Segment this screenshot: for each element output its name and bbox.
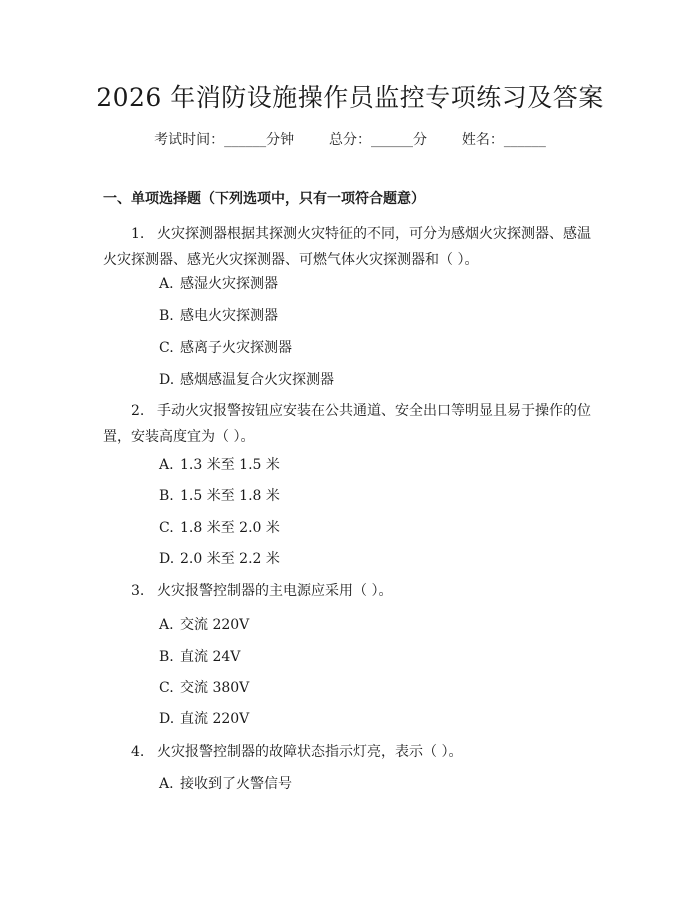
exam-time-label: 考试时间： [154, 132, 225, 148]
question-2-option-d [159, 546, 280, 572]
option-letter: A. [159, 617, 174, 633]
question-4-option-a [159, 771, 292, 797]
question-1-option-d [159, 367, 334, 393]
question-3-option-b [159, 644, 240, 670]
question-number: 3. [131, 583, 145, 599]
question-number: 2. [131, 403, 145, 419]
question-3-option-d [159, 706, 249, 732]
question-2-option-b [159, 483, 280, 509]
question-text: 手动火灾报警按钮应安装在公共通道、安全出口等明显且易于操作的位置，安装高度宜为（ ）。 [103, 403, 591, 445]
option-text: 感湿火灾探测器 [180, 276, 278, 292]
section-heading: 一、单项选择题（下列选项中，只有一项符合题意） [103, 191, 425, 207]
option-letter: C. [159, 680, 174, 696]
question-4 [103, 739, 599, 765]
question-2-option-a [159, 452, 280, 478]
name-blank: ______ [503, 132, 546, 148]
option-text: 2.0 米至 2.2 米 [180, 551, 280, 567]
option-text: 接收到了火警信号 [180, 776, 292, 792]
option-text: 1.3 米至 1.5 米 [180, 457, 280, 473]
question-1-option-b [159, 303, 278, 329]
exam-info-line [0, 128, 700, 152]
document-title: 2026 年消防设施操作员监控专项练习及答案 [96, 83, 604, 112]
option-letter: C. [159, 520, 174, 536]
option-text: 1.8 米至 2.0 米 [180, 520, 280, 536]
option-text: 交流 220V [180, 617, 250, 633]
question-3-option-a [159, 612, 249, 638]
option-letter: A. [159, 457, 174, 473]
option-letter: B. [159, 488, 174, 504]
option-text: 感电火灾探测器 [180, 308, 278, 324]
question-3-option-c [159, 675, 249, 701]
question-3 [103, 578, 599, 604]
question-2-option-c [159, 515, 280, 541]
exam-time-blank: ______ [224, 132, 267, 148]
option-text: 直流 220V [180, 711, 250, 727]
question-number: 4. [131, 744, 145, 760]
question-text: 火灾探测器根据其探测火灾特征的不同，可分为感烟火灾探测器、感温火灾探测器、感光火灾探测器、可燃气体火灾探测器和（ ）。 [103, 226, 591, 268]
exam-time-unit: 分钟 [266, 132, 295, 148]
question-1-option-a [159, 271, 278, 297]
option-letter: B. [159, 649, 174, 665]
question-1 [103, 221, 599, 273]
option-letter: D. [159, 372, 175, 388]
option-text: 交流 380V [180, 680, 250, 696]
option-letter: B. [159, 308, 174, 324]
total-score-unit: 分 [413, 132, 427, 148]
question-1-option-c [159, 335, 292, 361]
option-letter: A. [159, 776, 174, 792]
option-text: 直流 24V [180, 649, 241, 665]
option-text: 感离子火灾探测器 [180, 340, 292, 356]
total-score-label: 总分： [329, 132, 371, 148]
question-2 [103, 398, 599, 450]
option-letter: D. [159, 551, 175, 567]
name-label: 姓名： [461, 132, 504, 148]
option-text: 感烟感温复合火灾探测器 [180, 372, 334, 388]
question-number: 1. [131, 226, 145, 242]
option-letter: C. [159, 340, 174, 356]
total-score-blank: ______ [371, 132, 413, 148]
question-text: 火灾报警控制器的故障状态指示灯亮，表示（ ）。 [157, 744, 463, 760]
option-letter: D. [159, 711, 175, 727]
option-letter: A. [159, 276, 174, 292]
option-text: 1.5 米至 1.8 米 [180, 488, 280, 504]
question-text: 火灾报警控制器的主电源应采用（ ）。 [157, 583, 393, 599]
